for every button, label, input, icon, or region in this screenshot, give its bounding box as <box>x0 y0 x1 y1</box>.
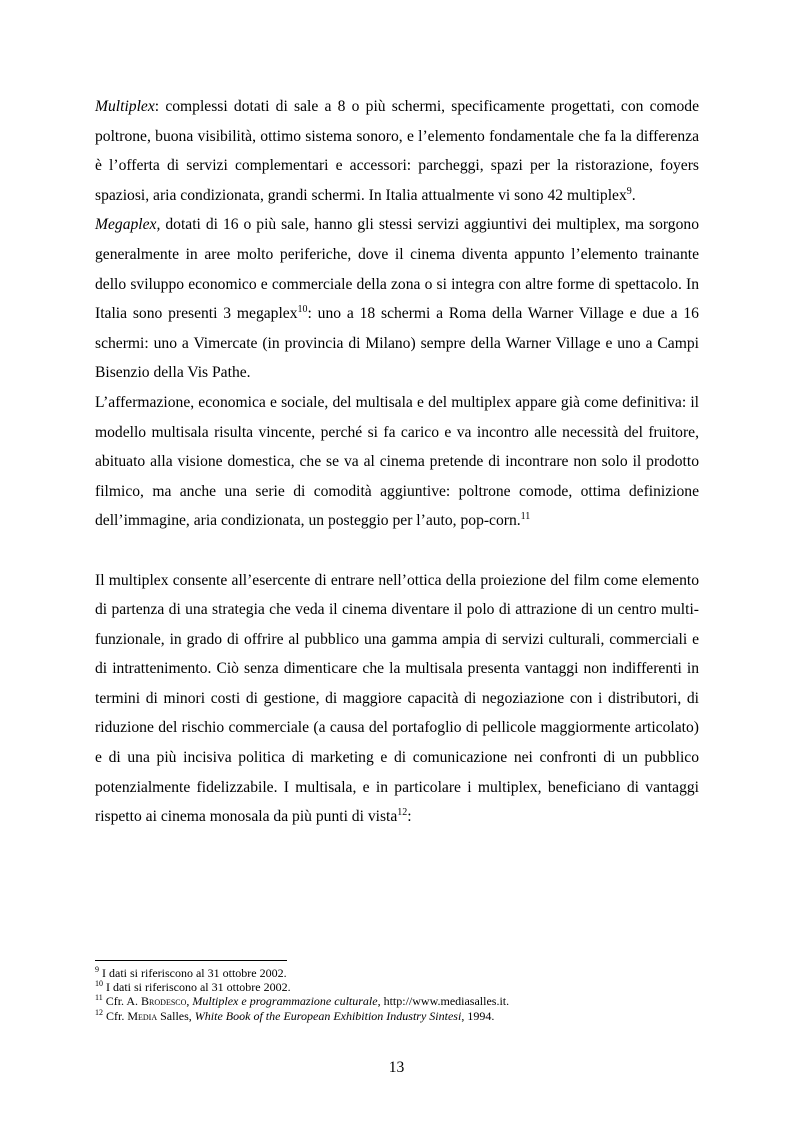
paragraph-affermazione <box>95 388 699 536</box>
paragraph-text: : complessi dotati di sale a 8 o più schermi, specificamente progettati, con comode poltrone, buona visibilità, ottimo sistema sonoro, e l’elemento fondamentale che fa la differenza è l’offerta di servizi complementari e accessori: parcheggi, spazi per la ristorazione, foyers spaziosi, aria condizionata, grandi schermi. In Italia attualmente vi sono 42 multiplex <box>95 98 699 204</box>
page-number: 13 <box>388 1059 405 1076</box>
paragraph-text: Il multiplex consente all’esercente di entrare nell’ottica della proiezione del film come elemento di partenza di una strategia che veda il cinema diventare il polo di attrazione di un centro multi-funzionale, in grado di offrire al pubblico una gamma ampia di servizi culturali, commerciali e di intrattenimento. Ciò senza dimenticare che la multisala presenta vantaggi non indifferenti in termini di minori costi di gestione, di maggiore capacità di negoziazione con i distributori, di riduzione del rischio commerciale (a causa del portafoglio di pellicole maggiormente articolato) e di una più incisiva politica di marketing e di comunicazione nei confronti di un pubblico potenzialmente fidelizzabile. I multisala, e in particolare i multiplex, beneficiano di vantaggi rispetto ai cinema monosala da più punti di vista <box>95 571 699 826</box>
footnote-author: Brodesco <box>141 994 187 1009</box>
footnote-ref-12: 12 <box>397 807 408 819</box>
footnote-ref-9: 9 <box>626 185 632 197</box>
paragraph-spacer <box>95 536 699 566</box>
document-body <box>95 92 699 832</box>
footnote-author: Media <box>127 1008 158 1023</box>
paragraph-megaplex <box>95 210 699 388</box>
paragraph-consente <box>95 566 699 832</box>
footnote-11: $^{11}$ Cfr. A. Brodesco, Multiplex e programmazione culturale, http://www.mediasalles.it. <box>95 993 510 1009</box>
footnote-9: $^9$ I dati si riferiscono al 31 ottobre 2002. <box>95 965 287 980</box>
footnote-12: $^{12}$ Cfr. Media Salles, White Book of the European Exhibition Industry Sintesi, 1994. <box>95 1007 495 1023</box>
footnote-separator <box>95 960 287 961</box>
paragraph-text-end: : <box>407 808 412 826</box>
footnote-10: $^{10}$ I dati si riferiscono al 31 ottobre 2002. <box>95 979 291 995</box>
paragraph-text: L’affermazione, economica e sociale, del multisala e del multiplex appare già come definitiva: il modello multisala risulta vincente, perché si fa carico e va incontro alle necessità del fruitore, abituato alla visione domestica, che se va al cinema pretende di incontrare non solo il prodotto filmico, ma anche una serie di comodità aggiuntive: poltrone comode, ottima definizione dell’immagine, aria condizionata, un posteggio per l’auto, pop-corn. <box>95 393 699 530</box>
footnote-title: White Book of the European Exhibition Industry Sintesi <box>194 1008 462 1023</box>
paragraph-text-end: : uno a 18 schermi a Roma della Warner Village e due a 16 schermi: uno a Vimercate (in provincia di Milano) sempre della Warner Village e uno a Campi Bisenzio della Vis Pathe. <box>95 305 699 382</box>
paragraph-multiplex <box>95 92 699 210</box>
footnote-ref-11: 11 <box>520 511 531 523</box>
footnotes <box>95 966 699 1023</box>
footnote-ref-10: 10 <box>297 303 308 315</box>
term-multiplex: Multiplex <box>95 98 155 115</box>
paragraph-text-end: . <box>631 186 636 204</box>
footnote-title: Multiplex e programmazione culturale <box>192 994 378 1009</box>
term-megaplex: Megaplex, <box>95 216 161 234</box>
paragraph-text: dotati di 16 o più sale, hanno gli stessi servizi aggiuntivi dei multiplex, ma sorgono generalmente in aree molto periferiche, dove il cinema diventa appunto l’elemento trainante dello sviluppo economico e commerciale della zona o si integra con altre forme di spettacolo. In Italia sono presenti 3 megaplex <box>95 216 699 323</box>
